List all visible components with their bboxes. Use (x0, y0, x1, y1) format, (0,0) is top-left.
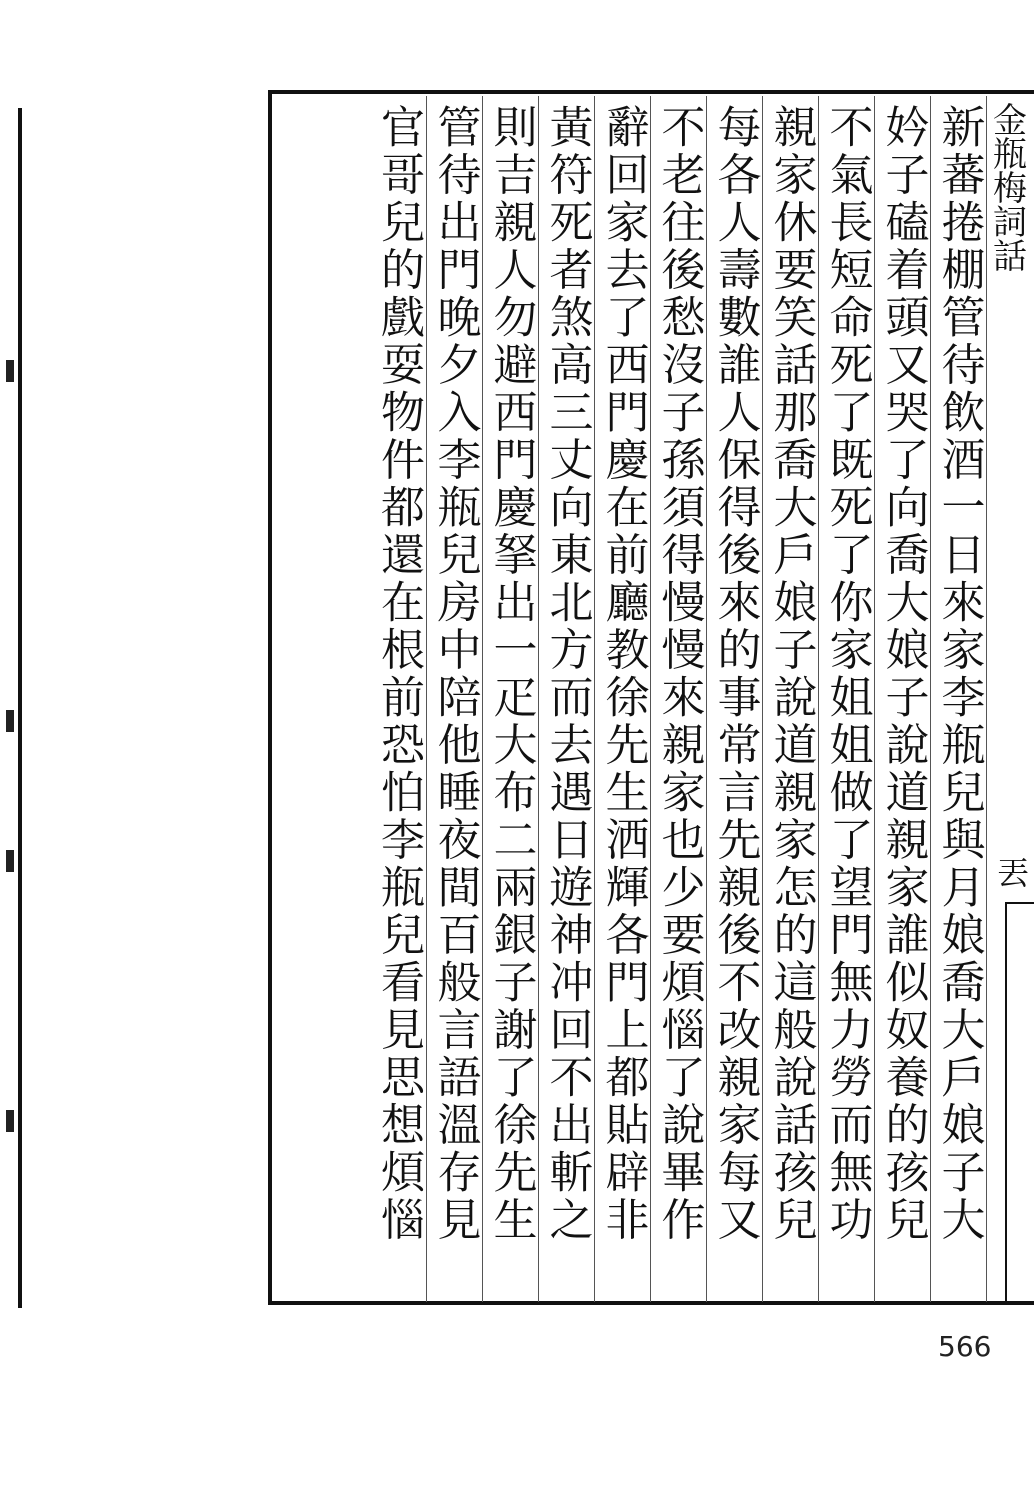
column-text: 新蕃捲棚管待飲酒一日來家李瓶兒與月娘喬大戶娘子大 (933, 104, 985, 1244)
left-page-marks (4, 110, 18, 1310)
text-column-11 (370, 96, 426, 1302)
text-column-7 (594, 96, 650, 1302)
text-column-9 (482, 96, 538, 1302)
text-column-10 (426, 96, 482, 1302)
column-text: 黃符死者煞高三丈向東北方而去遇日遊神冲回不出斬之 (541, 104, 593, 1244)
folio-number: 丟 (992, 856, 1030, 888)
column-text: 則吉親人勿避西門慶拏出一疋大布二兩銀子謝了徐先生 (485, 104, 537, 1244)
column-text: 每各人壽數誰人保得後來的事常言先親後不改親家每又 (709, 104, 761, 1244)
column-text: 妗子磕着頭又哭了向喬大娘子說道親家誰似奴養的孩兒 (877, 104, 929, 1244)
column-text: 不氣長短命死了既死了你家姐姐做了望門無力勞而無功 (821, 104, 873, 1244)
column-text: 管待出門晚夕入李瓶兒房中陪他睡夜間百般言語溫存見 (429, 104, 481, 1244)
text-column-2 (874, 96, 930, 1302)
text-column-6 (650, 96, 706, 1302)
text-column-5 (706, 96, 762, 1302)
text-column-3 (818, 96, 874, 1302)
text-column-8 (538, 96, 594, 1302)
text-column-4 (762, 96, 818, 1302)
page-heading: 金瓶梅詞話 (986, 102, 1027, 272)
column-text: 官哥兒的戲耍物件都還在根前恐怕李瓶兒看見思想煩惱 (373, 104, 424, 1244)
text-column-1 (930, 96, 986, 1302)
page-number: 566 (938, 1330, 992, 1363)
column-text: 辭回家去了西門慶在前廳教徐先生洒輝各門上都貼辟非 (597, 104, 649, 1244)
column-text: 親家休要笑話那喬大戶娘子說道親家怎的這般說話孩兒 (765, 104, 817, 1244)
column-text: 不老往後愁沒子孫須得慢慢來親家也少要煩惱了說畢作 (653, 104, 705, 1244)
margin-box (1005, 902, 1034, 1302)
